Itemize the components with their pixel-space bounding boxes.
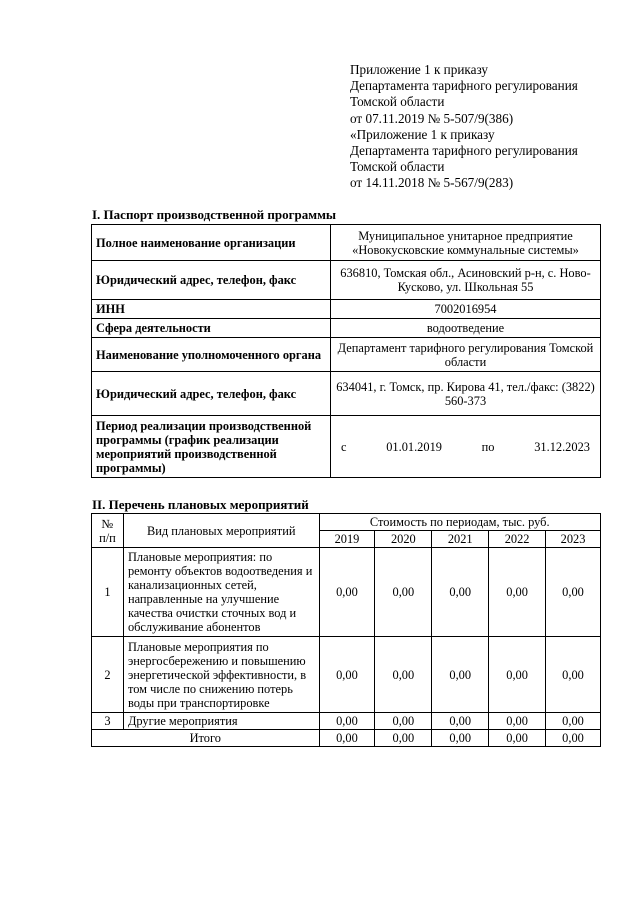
row-desc: Плановые мероприятия по энергосбережению и повышению энергетической эффективности, в том числе по снижению потерь воды при транспортировке bbox=[123, 637, 319, 713]
row-num: 2 bbox=[92, 637, 124, 713]
table-row bbox=[92, 548, 601, 637]
passport-label: ИНН bbox=[92, 300, 331, 319]
row-value: 0,00 bbox=[375, 637, 432, 713]
row-value: 0,00 bbox=[319, 637, 375, 713]
header-year: 2022 bbox=[489, 531, 546, 548]
passport-value: Департамент тарифного регулирования Томской области bbox=[331, 338, 601, 372]
table-row bbox=[92, 713, 601, 730]
appendix-line: от 14.11.2018 № 5-567/9(283) bbox=[350, 175, 514, 191]
table-row bbox=[92, 637, 601, 713]
total-value: 0,00 bbox=[432, 730, 489, 747]
appendix-line: от 07.11.2019 № 5-507/9(386) bbox=[350, 110, 514, 126]
row-value: 0,00 bbox=[375, 548, 432, 637]
total-value: 0,00 bbox=[319, 730, 375, 747]
row-value: 0,00 bbox=[375, 713, 432, 730]
passport-label: Юридический адрес, телефон, факс bbox=[92, 261, 331, 300]
table-row bbox=[92, 319, 601, 338]
table-row bbox=[92, 225, 601, 261]
header-year: 2020 bbox=[375, 531, 432, 548]
header-year: 2023 bbox=[546, 531, 601, 548]
row-desc: Другие мероприятия bbox=[123, 713, 319, 730]
appendix-line: Департамента тарифного регулирования bbox=[350, 78, 578, 94]
row-num: 3 bbox=[92, 713, 124, 730]
row-value: 0,00 bbox=[432, 637, 489, 713]
passport-value: 636810, Томская обл., Асиновский р-н, с. Ново-Кусково, ул. Школьная 55 bbox=[331, 261, 601, 300]
appendix-line: Томской области bbox=[350, 159, 445, 175]
row-value: 0,00 bbox=[432, 713, 489, 730]
header-num: № п/п bbox=[92, 514, 124, 548]
row-value: 0,00 bbox=[489, 637, 546, 713]
passport-label: Наименование уполномоченного органа bbox=[92, 338, 331, 372]
row-value: 0,00 bbox=[432, 548, 489, 637]
appendix-line: Томской области bbox=[350, 94, 445, 110]
passport-value: 634041, г. Томск, пр. Кирова 41, тел./факс: (3822) 560-373 bbox=[331, 372, 601, 416]
plan-table bbox=[91, 513, 601, 747]
row-value: 0,00 bbox=[546, 713, 601, 730]
row-value: 0,00 bbox=[319, 713, 375, 730]
period-to-word: по bbox=[481, 439, 495, 454]
passport-value: Муниципальное унитарное предприятие «Новокусковские коммунальные системы» bbox=[331, 225, 601, 261]
table-header-row bbox=[92, 514, 601, 531]
plan-title: II. Перечень плановых мероприятий bbox=[92, 497, 309, 512]
table-row bbox=[92, 416, 601, 478]
header-kind: Вид плановых мероприятий bbox=[123, 514, 319, 548]
passport-table bbox=[91, 224, 601, 478]
table-row bbox=[92, 338, 601, 372]
appendix-line: Приложение 1 к приказу bbox=[350, 62, 488, 77]
total-value: 0,00 bbox=[375, 730, 432, 747]
period-label: Период реализации производственной программы (график реализации мероприятий производственной программы) bbox=[92, 416, 331, 478]
row-num: 1 bbox=[92, 548, 124, 637]
passport-value: 7002016954 bbox=[331, 300, 601, 319]
passport-value: водоотведение bbox=[331, 319, 601, 338]
total-value: 0,00 bbox=[489, 730, 546, 747]
row-desc: Плановые мероприятия: по ремонту объектов водоотведения и канализационных сетей, направленные на улучшение качества очистки сточных вод и обслуживание абонентов bbox=[123, 548, 319, 637]
header-year: 2019 bbox=[319, 531, 375, 548]
table-total-row bbox=[92, 730, 601, 747]
passport-label: Сфера деятельности bbox=[92, 319, 331, 338]
total-value: 0,00 bbox=[546, 730, 601, 747]
appendix-line: «Приложение 1 к приказу bbox=[350, 126, 495, 142]
header-cost: Стоимость по периодам, тыс. руб. bbox=[319, 514, 600, 531]
row-value: 0,00 bbox=[319, 548, 375, 637]
table-row bbox=[92, 261, 601, 300]
period-from-word: с bbox=[341, 439, 347, 454]
row-value: 0,00 bbox=[546, 548, 601, 637]
appendix-line: Департамента тарифного регулирования bbox=[350, 143, 578, 159]
header-year: 2021 bbox=[432, 531, 489, 548]
appendix-header bbox=[350, 62, 578, 192]
table-row bbox=[92, 372, 601, 416]
passport-label: Юридический адрес, телефон, факс bbox=[92, 372, 331, 416]
passport-label: Полное наименование организации bbox=[92, 225, 331, 261]
total-label: Итого bbox=[92, 730, 320, 747]
row-value: 0,00 bbox=[489, 548, 546, 637]
passport-title: I. Паспорт производственной программы bbox=[92, 207, 337, 222]
period-value bbox=[331, 416, 601, 478]
period-from-date: 01.01.2019 bbox=[386, 439, 442, 454]
period-to-date: 31.12.2023 bbox=[534, 439, 590, 454]
table-row bbox=[92, 300, 601, 319]
row-value: 0,00 bbox=[489, 713, 546, 730]
row-value: 0,00 bbox=[546, 637, 601, 713]
